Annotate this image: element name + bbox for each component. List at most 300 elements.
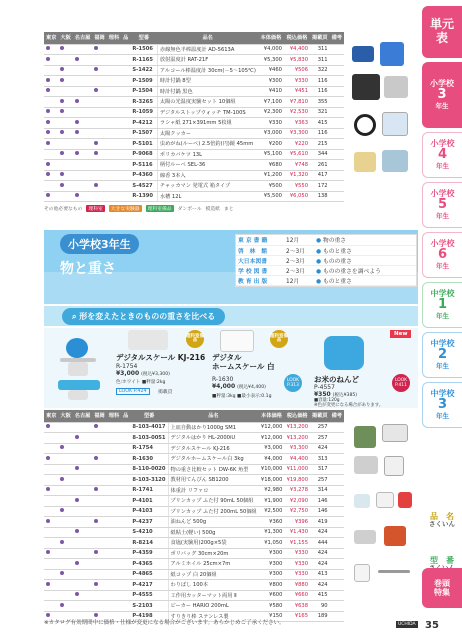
bullet-icon: ● bbox=[316, 248, 323, 255]
product-tax: (税込¥4,400) bbox=[237, 385, 266, 390]
science-cell bbox=[107, 527, 121, 538]
availability-dot bbox=[75, 498, 79, 502]
product-tax-price: ¥19,800 bbox=[284, 475, 310, 486]
col-note: 備考 bbox=[330, 410, 344, 422]
availability-dot bbox=[60, 151, 64, 155]
availability-cell bbox=[73, 44, 93, 55]
product-code: 8-103-3120 bbox=[130, 475, 168, 486]
product-code: R-1390 bbox=[130, 191, 157, 202]
tab-elementary-5[interactable] bbox=[422, 182, 462, 228]
col-science: 理科 bbox=[107, 410, 121, 422]
product-price-row bbox=[314, 391, 357, 398]
availability-dot bbox=[75, 151, 79, 155]
product-price: ¥4,000 bbox=[212, 383, 236, 390]
availability-cell bbox=[44, 55, 58, 66]
table-row bbox=[44, 538, 344, 549]
availability-dot bbox=[60, 46, 64, 50]
grade-sidebar bbox=[420, 0, 462, 644]
availability-cell bbox=[92, 65, 106, 76]
product-card-digital-scale[interactable] bbox=[116, 330, 208, 406]
product-page: 257 bbox=[310, 422, 330, 433]
product-tax: (税込¥3,300) bbox=[141, 372, 170, 377]
item-cell bbox=[121, 548, 130, 559]
availability-cell bbox=[44, 170, 58, 181]
bathroom-scale-image bbox=[384, 456, 404, 476]
product-name: デジタルスケール KJ-216 bbox=[116, 353, 206, 362]
scale-illustration bbox=[54, 336, 114, 400]
science-cell bbox=[107, 559, 121, 570]
availability-dot bbox=[60, 571, 64, 575]
product-code: R-3265 bbox=[130, 97, 157, 108]
availability-cell bbox=[73, 517, 93, 528]
availability-dot bbox=[46, 613, 50, 617]
product-image bbox=[324, 336, 364, 370]
col-fukuoka: 福岡 bbox=[92, 410, 106, 422]
availability-cell bbox=[73, 422, 93, 433]
product-tax-price: ¥396 bbox=[284, 517, 310, 528]
tab-junior-2[interactable] bbox=[422, 332, 462, 378]
product-tax-price: ¥7,810 bbox=[284, 97, 310, 108]
bucket-image bbox=[382, 112, 408, 136]
product-price: ¥4,000 bbox=[259, 454, 285, 465]
availability-cell bbox=[44, 454, 58, 465]
science-cell bbox=[107, 97, 121, 108]
availability-dot bbox=[75, 529, 79, 533]
product-note bbox=[330, 128, 344, 139]
product-page: 424 bbox=[310, 527, 330, 538]
availability-dot bbox=[46, 519, 50, 523]
product-price: ¥580 bbox=[259, 601, 285, 612]
product-page: 424 bbox=[310, 443, 330, 454]
thermometer-image bbox=[352, 46, 374, 62]
tab-elementary-4[interactable] bbox=[422, 132, 462, 178]
availability-dot bbox=[94, 550, 98, 554]
product-page: 424 bbox=[310, 548, 330, 559]
product-tax-price: ¥2,530 bbox=[284, 107, 310, 118]
product-page: 444 bbox=[310, 538, 330, 549]
product-price: ¥1,900 bbox=[259, 496, 285, 507]
science-cell bbox=[107, 475, 121, 486]
science-cell bbox=[107, 191, 121, 202]
product-price: ¥12,000 bbox=[259, 433, 285, 444]
table-row bbox=[44, 517, 344, 528]
product-note bbox=[330, 506, 344, 517]
item-cell bbox=[121, 485, 130, 496]
availability-dot bbox=[46, 582, 50, 586]
availability-dot bbox=[60, 78, 64, 82]
availability-cell bbox=[58, 149, 72, 160]
equipment-badge: 理科室備品 bbox=[270, 330, 288, 348]
product-page: 313 bbox=[310, 454, 330, 465]
availability-cell bbox=[58, 475, 72, 486]
product-price: ¥360 bbox=[259, 517, 285, 528]
product-page: 311 bbox=[310, 44, 330, 55]
science-cell bbox=[107, 118, 121, 129]
product-code: R-1059 bbox=[130, 107, 157, 118]
product-page: 146 bbox=[310, 496, 330, 507]
col-tax: 税込価格 bbox=[284, 32, 310, 44]
product-name: 物の重さ比較セット DW-6K 角型 bbox=[168, 464, 259, 475]
look-page-link[interactable]: LOOK P.424 bbox=[116, 388, 150, 395]
product-name: 太陽クッカー bbox=[157, 128, 257, 139]
product-page: 146 bbox=[310, 506, 330, 517]
availability-cell bbox=[44, 517, 58, 528]
scale-body bbox=[68, 362, 88, 376]
product-price: ¥1,050 bbox=[259, 538, 285, 549]
product-card-home-scale[interactable] bbox=[212, 330, 306, 406]
schedule-topic bbox=[314, 255, 416, 265]
availability-cell bbox=[92, 170, 106, 181]
availability-dot bbox=[60, 172, 64, 176]
availability-cell bbox=[73, 107, 93, 118]
availability-cell bbox=[58, 86, 72, 97]
product-code: R-1165 bbox=[130, 55, 157, 66]
availability-cell bbox=[44, 149, 58, 160]
tab-suffix: 年生 bbox=[436, 162, 449, 171]
availability-cell bbox=[73, 97, 93, 108]
paper-cup-image bbox=[384, 526, 406, 546]
product-note: ■容量:120g ※色が変更になる場合があります。 bbox=[314, 398, 384, 408]
product-name: 紙粘土(軽い) 500g bbox=[168, 527, 259, 538]
item-cell bbox=[121, 128, 130, 139]
product-card-rice-clay[interactable] bbox=[310, 330, 416, 406]
schedule-topic bbox=[314, 245, 416, 255]
item-cell bbox=[121, 139, 130, 150]
product-price: ¥150 bbox=[259, 611, 285, 622]
product-code: P-5116 bbox=[130, 160, 157, 171]
availability-dot bbox=[60, 130, 64, 134]
product-page: 189 bbox=[310, 611, 330, 622]
tab-special-label-2: 特集 bbox=[434, 588, 450, 597]
top-photo-column bbox=[348, 32, 416, 204]
tab-school: 小学校 bbox=[430, 189, 455, 199]
science-cell bbox=[107, 107, 121, 118]
col-item: 品 bbox=[121, 410, 130, 422]
product-code: P-4212 bbox=[130, 118, 157, 129]
availability-dot bbox=[94, 613, 98, 617]
equipment-badge: 理科室備品 bbox=[186, 330, 204, 348]
table-row bbox=[44, 569, 344, 580]
product-name: ポリカバケツ 13L bbox=[157, 149, 257, 160]
product-code: R-1630 bbox=[212, 376, 234, 383]
col-page: 掲載頁 bbox=[310, 32, 330, 44]
product-note bbox=[330, 107, 344, 118]
radiation-thermometer-image bbox=[380, 42, 404, 66]
availability-cell bbox=[58, 170, 72, 181]
top-product-table bbox=[44, 32, 344, 212]
schedule-month: 12月 bbox=[284, 275, 314, 285]
availability-dot bbox=[75, 57, 79, 61]
availability-dot bbox=[75, 130, 79, 134]
product-page: 413 bbox=[310, 569, 330, 580]
table-row bbox=[44, 76, 344, 87]
product-note bbox=[330, 97, 344, 108]
tab-special[interactable] bbox=[422, 568, 462, 608]
product-tax-price: ¥550 bbox=[284, 181, 310, 192]
availability-cell bbox=[44, 464, 58, 475]
table-row bbox=[44, 118, 344, 129]
tab-grade: 4 bbox=[437, 147, 448, 163]
product-note bbox=[330, 454, 344, 465]
availability-dot bbox=[75, 193, 79, 197]
product-note bbox=[330, 611, 344, 622]
look-page-link[interactable]: LOOK P.313 bbox=[284, 374, 302, 392]
schedule-row bbox=[236, 275, 416, 285]
availability-cell bbox=[92, 485, 106, 496]
availability-cell bbox=[92, 464, 106, 475]
availability-cell bbox=[44, 128, 58, 139]
schedule-topic-text: ものと重さ bbox=[322, 278, 352, 285]
availability-cell bbox=[58, 97, 72, 108]
product-price: ¥800 bbox=[259, 580, 285, 591]
science-cell bbox=[107, 464, 121, 475]
product-tax-price: ¥13,200 bbox=[284, 433, 310, 444]
tab-junior-3[interactable] bbox=[422, 382, 462, 428]
availability-cell bbox=[58, 443, 72, 454]
brand-logo: UCHIDA bbox=[398, 622, 416, 627]
table-row bbox=[44, 485, 344, 496]
product-price: ¥500 bbox=[258, 181, 284, 192]
salt-image bbox=[398, 492, 412, 508]
product-tax-price: ¥330 bbox=[284, 548, 310, 559]
product-note bbox=[330, 569, 344, 580]
tab-unit-table[interactable] bbox=[422, 6, 462, 58]
availability-cell bbox=[58, 485, 72, 496]
table-row bbox=[44, 590, 344, 601]
table-row bbox=[44, 601, 344, 612]
science-cell bbox=[107, 601, 121, 612]
product-name: プリンカップ ふた付 200mL 50個組 bbox=[168, 506, 259, 517]
table-row bbox=[44, 475, 344, 486]
product-name: デジタルストップウォッチ TM-100S bbox=[157, 107, 257, 118]
availability-dot bbox=[46, 487, 50, 491]
col-tax: 税込価格 bbox=[284, 410, 310, 422]
availability-cell bbox=[92, 496, 106, 507]
magnifier-image bbox=[354, 114, 376, 136]
product-page: 116 bbox=[310, 128, 330, 139]
look-page-link[interactable]: LOOK P.411 bbox=[392, 374, 410, 392]
item-cell bbox=[121, 569, 130, 580]
feature-title bbox=[62, 308, 225, 325]
availability-dot bbox=[94, 456, 98, 460]
product-name: わりばし 100本 bbox=[168, 580, 259, 591]
product-tax-price: ¥506 bbox=[284, 65, 310, 76]
product-name: チャッカマン 発電式 箱タイプ bbox=[157, 181, 257, 192]
availability-cell bbox=[58, 160, 72, 171]
tab-elementary-3[interactable] bbox=[422, 62, 462, 128]
availability-cell bbox=[58, 590, 72, 601]
product-code: R-1630 bbox=[130, 454, 168, 465]
bullet-icon: ● bbox=[316, 258, 323, 265]
scale-body-2 bbox=[68, 390, 88, 400]
table-row bbox=[44, 464, 344, 475]
availability-cell bbox=[73, 464, 93, 475]
table-row bbox=[44, 580, 344, 591]
item-cell bbox=[121, 496, 130, 507]
table-row bbox=[44, 65, 344, 76]
availability-cell bbox=[92, 97, 106, 108]
availability-cell bbox=[58, 580, 72, 591]
product-name: 紙コップ 白 20個組 bbox=[168, 569, 259, 580]
product-tax-price: ¥748 bbox=[284, 160, 310, 171]
item-cell bbox=[121, 527, 130, 538]
product-name: デジタルスケール KJ-216 bbox=[168, 443, 259, 454]
availability-cell bbox=[44, 139, 58, 150]
product-name: ラシャ紙 271×391mm 5枚組 bbox=[157, 118, 257, 129]
availability-cell bbox=[73, 569, 93, 580]
availability-cell bbox=[58, 538, 72, 549]
schedule-row bbox=[236, 255, 416, 265]
bottom-product-table bbox=[44, 410, 344, 622]
tab-junior-1[interactable] bbox=[422, 282, 462, 328]
tab-school: 中学校 bbox=[430, 389, 455, 399]
product-note bbox=[330, 580, 344, 591]
tab-grade: 2 bbox=[437, 347, 448, 363]
availability-cell bbox=[44, 601, 58, 612]
product-page: 322 bbox=[310, 65, 330, 76]
tab-name-index[interactable] bbox=[422, 500, 462, 540]
product-note bbox=[330, 181, 344, 192]
tab-school: 小学校 bbox=[430, 139, 455, 149]
availability-dot bbox=[46, 78, 50, 82]
item-cell bbox=[121, 580, 130, 591]
item-cell bbox=[121, 443, 130, 454]
science-cell bbox=[107, 548, 121, 559]
product-name: 教材用てんびん SB1200 bbox=[168, 475, 259, 486]
availability-cell bbox=[44, 559, 58, 570]
availability-cell bbox=[73, 454, 93, 465]
product-tax-price: ¥5,830 bbox=[284, 55, 310, 66]
item-cell bbox=[121, 65, 130, 76]
availability-dot bbox=[46, 46, 50, 50]
availability-cell bbox=[44, 527, 58, 538]
product-page: 257 bbox=[310, 475, 330, 486]
product-code: P-4359 bbox=[130, 548, 168, 559]
product-note bbox=[330, 464, 344, 475]
tab-school: 中学校 bbox=[430, 339, 455, 349]
availability-cell bbox=[58, 44, 72, 55]
availability-cell bbox=[92, 55, 106, 66]
col-science: 理科 bbox=[107, 32, 121, 44]
table-header bbox=[44, 32, 344, 44]
item-cell bbox=[121, 149, 130, 160]
product-price: ¥3,000 bbox=[116, 370, 140, 377]
product-code: P-4360 bbox=[130, 170, 157, 181]
product-code: R-1754 bbox=[130, 443, 168, 454]
product-price: ¥460 bbox=[258, 65, 284, 76]
availability-cell bbox=[73, 548, 93, 559]
product-code: P-1507 bbox=[130, 128, 157, 139]
product-tax-price: ¥1,155 bbox=[284, 538, 310, 549]
availability-cell bbox=[73, 590, 93, 601]
item-cell bbox=[121, 191, 130, 202]
product-image bbox=[220, 330, 254, 352]
item-cell bbox=[121, 454, 130, 465]
science-cell bbox=[107, 422, 121, 433]
table-row bbox=[44, 548, 344, 559]
product-note bbox=[330, 170, 344, 181]
availability-cell bbox=[92, 149, 106, 160]
availability-cell bbox=[92, 118, 106, 129]
col-osaka: 大阪 bbox=[58, 32, 72, 44]
comparison-set-image bbox=[354, 456, 378, 474]
tab-suffix: 年生 bbox=[435, 102, 449, 111]
product-tax-price: ¥4,400 bbox=[284, 454, 310, 465]
clay-ball-image bbox=[66, 338, 88, 358]
availability-cell bbox=[73, 485, 93, 496]
availability-dot bbox=[75, 466, 79, 470]
product-code: S-4210 bbox=[130, 527, 168, 538]
product-price: ¥10,000 bbox=[259, 464, 285, 475]
availability-cell bbox=[73, 527, 93, 538]
availability-dot bbox=[60, 603, 64, 607]
page-number: 35 bbox=[425, 620, 439, 631]
product-page: 415 bbox=[310, 590, 330, 601]
availability-cell bbox=[73, 559, 93, 570]
availability-cell bbox=[73, 55, 93, 66]
product-page: 424 bbox=[310, 580, 330, 591]
availability-dot bbox=[46, 162, 50, 166]
product-tax-price: ¥660 bbox=[284, 590, 310, 601]
product-note bbox=[330, 601, 344, 612]
availability-dot bbox=[46, 456, 50, 460]
table-row bbox=[44, 443, 344, 454]
tab-elementary-6[interactable] bbox=[422, 232, 462, 278]
availability-cell bbox=[73, 433, 93, 444]
tab-label-2: 表 bbox=[435, 31, 448, 45]
tab-grade: 3 bbox=[437, 397, 448, 413]
aluminum-foil-image bbox=[354, 530, 376, 544]
availability-cell bbox=[92, 160, 106, 171]
table-row bbox=[44, 139, 344, 150]
availability-cell bbox=[92, 139, 106, 150]
product-price: ¥3,000 bbox=[259, 443, 285, 454]
availability-cell bbox=[58, 548, 72, 559]
science-cell bbox=[107, 538, 121, 549]
item-cell bbox=[121, 590, 130, 601]
table-row bbox=[44, 86, 344, 97]
item-cell bbox=[121, 601, 130, 612]
availability-dot bbox=[46, 550, 50, 554]
availability-cell bbox=[92, 181, 106, 192]
product-note bbox=[330, 485, 344, 496]
product-price: ¥1,300 bbox=[259, 527, 285, 538]
product-name: 放射温度計 RAT-21F bbox=[157, 55, 257, 66]
tab-suffix: 年生 bbox=[436, 212, 449, 221]
product-note bbox=[330, 517, 344, 528]
bottom-photo-column bbox=[348, 410, 416, 610]
bullet-icon: ● bbox=[316, 278, 323, 285]
schedule-month: 2〜3月 bbox=[284, 255, 314, 265]
product-note bbox=[330, 191, 344, 202]
availability-cell bbox=[73, 601, 93, 612]
science-cell bbox=[107, 443, 121, 454]
availability-cell bbox=[44, 506, 58, 517]
table-row bbox=[44, 107, 344, 118]
availability-cell bbox=[73, 475, 93, 486]
product-code: S-1422 bbox=[130, 65, 157, 76]
availability-cell bbox=[58, 464, 72, 475]
col-tokyo: 東京 bbox=[44, 32, 58, 44]
availability-cell bbox=[92, 601, 106, 612]
availability-cell bbox=[92, 517, 106, 528]
availability-cell bbox=[92, 128, 106, 139]
item-cell bbox=[121, 86, 130, 97]
product-page: 138 bbox=[310, 191, 330, 202]
availability-cell bbox=[44, 496, 58, 507]
availability-dot bbox=[46, 424, 50, 428]
availability-cell bbox=[44, 433, 58, 444]
